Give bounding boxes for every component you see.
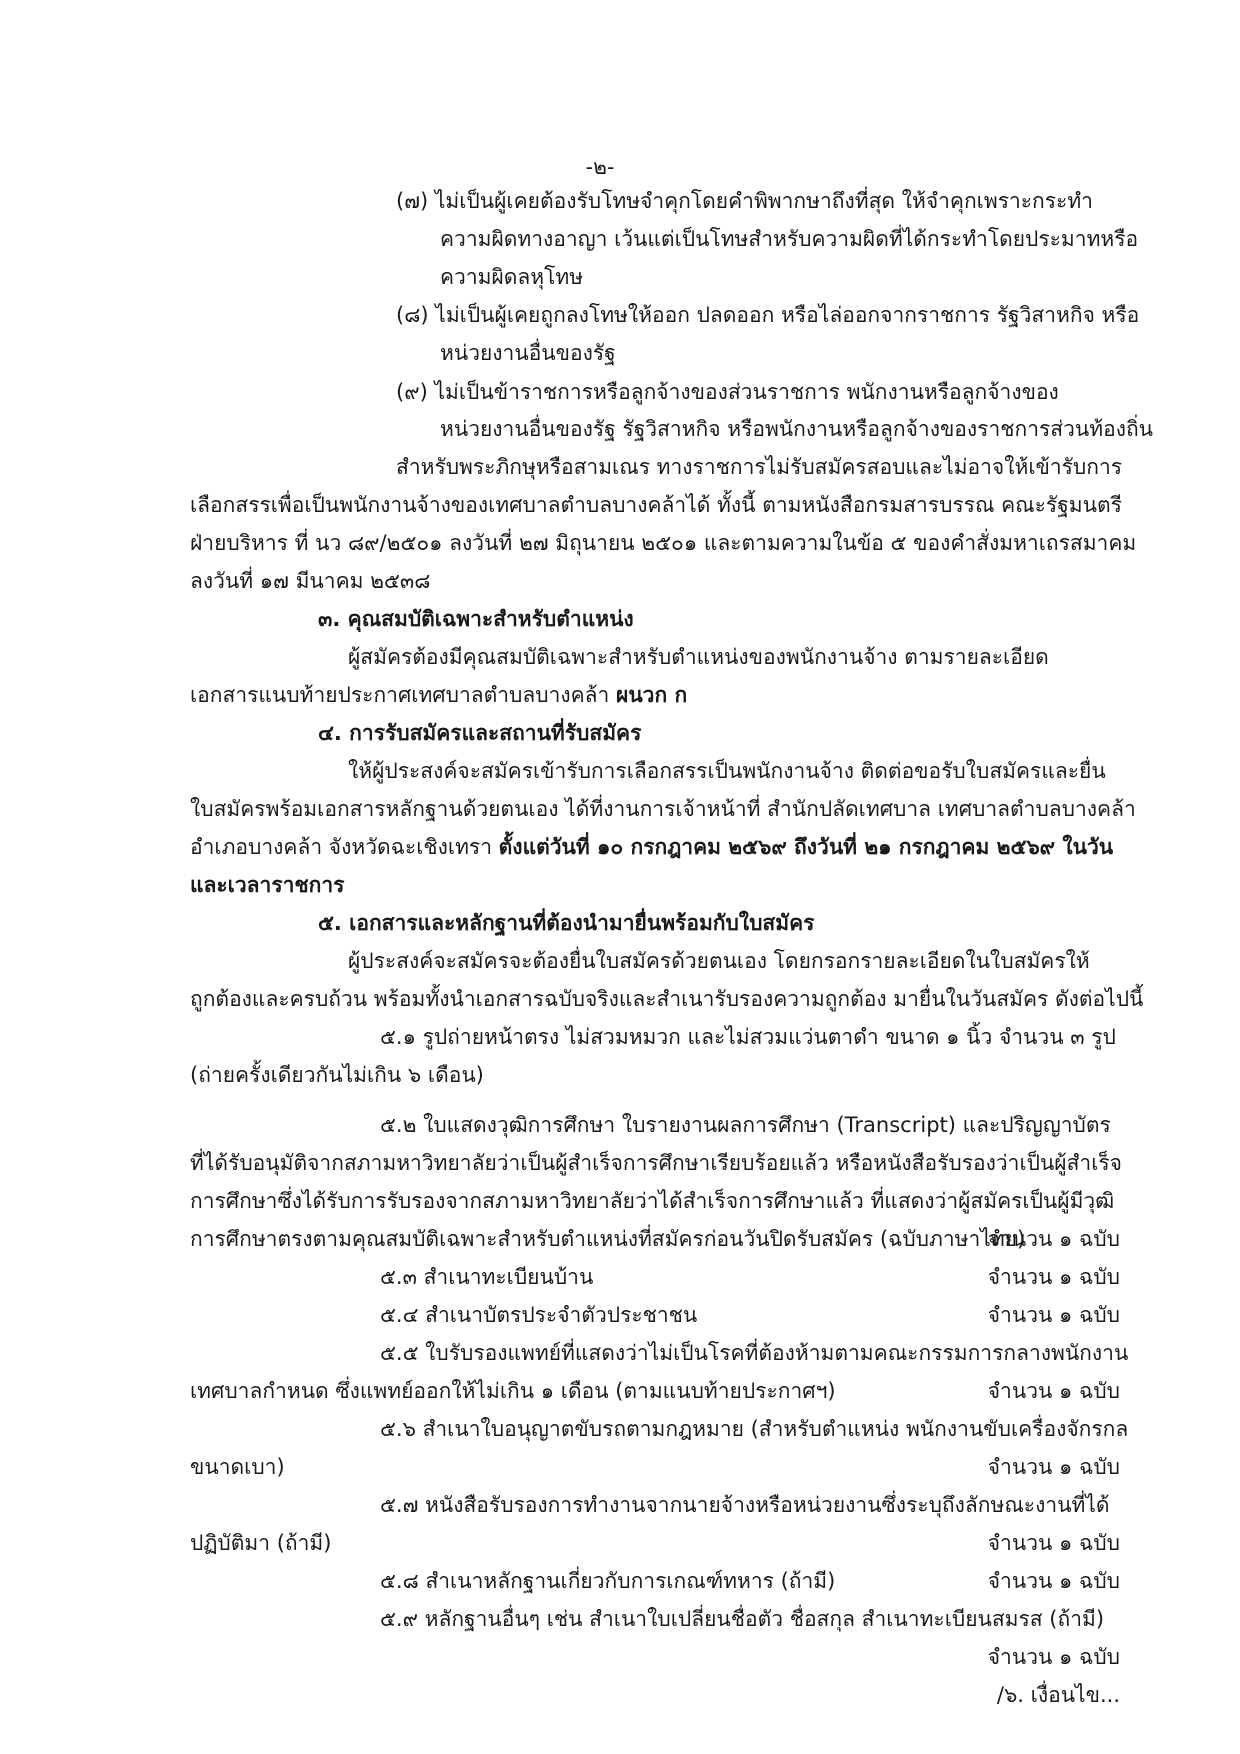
item-5-4-quantity: จำนวน ๑ ฉบับ bbox=[987, 1303, 1120, 1327]
section-4-line-4: และเวลาราชการ bbox=[190, 873, 345, 897]
item-8-line-2: หน่วยงานอื่นของรัฐ bbox=[440, 341, 616, 365]
item-9-line-1: (๙) ไม่เป็นข้าราชการหรือลูกจ้างของส่วนราชการ พนักงานหรือลูกจ้างของ bbox=[396, 380, 1059, 404]
section-3-line-1: ผู้สมัครต้องมีคุณสมบัติเฉพาะสำหรับตำแหน่งของพนักงานจ้าง ตามรายละเอียด bbox=[348, 645, 1049, 669]
section-3-heading: ๓. คุณสมบัติเฉพาะสำหรับตำแหน่ง bbox=[318, 607, 634, 631]
item-5-2-line-1: ๕.๒ ใบแสดงวุฒิการศึกษา ใบรายงานผลการศึกษา (Transcript) และปริญญาบัตร bbox=[380, 1113, 1111, 1137]
monk-note-line-4: ลงวันที่ ๑๗ มีนาคม ๒๕๓๘ bbox=[190, 569, 431, 593]
monk-note-line-3: ฝ่ายบริหาร ที่ นว ๘๙/๒๕๐๑ ลงวันที่ ๒๗ มิถุนายน ๒๕๐๑ และตามความในข้อ ๕ ของคำสั่งมหาเถรสมาคม bbox=[190, 531, 1137, 555]
item-5-7-line-1: ๕.๗ หนังสือรับรองการทำงานจากนายจ้างหรือหน่วยงานซึ่งระบุถึงลักษณะงานที่ได้ bbox=[380, 1493, 1110, 1517]
continuation-marker: /๖. เงื่อนไข... bbox=[996, 1683, 1120, 1707]
item-5-6-line-2: ขนาดเบา) bbox=[190, 1455, 285, 1479]
item-5-3-quantity: จำนวน ๑ ฉบับ bbox=[987, 1265, 1120, 1289]
section-4-heading: ๔. การรับสมัครและสถานที่รับสมัคร bbox=[318, 721, 642, 745]
item-5-6-line-1: ๕.๖ สำเนาใบอนุญาตขับรถตามกฎหมาย (สำหรับตำแหน่ง พนักงานขับเครื่องจักรกล bbox=[380, 1417, 1129, 1441]
section-5-intro-1: ผู้ประสงค์จะสมัครจะต้องยื่นใบสมัครด้วยตนเอง โดยกรอกรายละเอียดในใบสมัครให้ bbox=[348, 949, 1090, 973]
application-period: ตั้งแต่วันที่ ๑๐ กรกฎาคม ๒๕๖๙ ถึงวันที่ ๒๑ กรกฎาคม ๒๕๖๙ ในวัน bbox=[498, 835, 1114, 859]
item-5-6-quantity: จำนวน ๑ ฉบับ bbox=[987, 1455, 1120, 1479]
annex-label: ผนวก ก bbox=[616, 683, 688, 707]
item-9-line-2: หน่วยงานอื่นของรัฐ รัฐวิสาหกิจ หรือพนักงานหรือลูกจ้างของราชการส่วนท้องถิ่น bbox=[440, 417, 1154, 441]
section-5-intro-2: ถูกต้องและครบถ้วน พร้อมทั้งนำเอกสารฉบับจริงและสำเนารับรองความถูกต้อง มายื่นในวันสมัคร ดังต่อไปนี้ bbox=[190, 987, 1144, 1011]
item-8-line-1: (๘) ไม่เป็นผู้เคยถูกลงโทษให้ออก ปลดออก หรือไล่ออกจากราชการ รัฐวิสาหกิจ หรือ bbox=[396, 303, 1140, 327]
item-5-9-line-1: ๕.๙ หลักฐานอื่นๆ เช่น สำเนาใบเปลี่ยนชื่อตัว ชื่อสกุล สำเนาทะเบียนสมรส (ถ้ามี) bbox=[380, 1607, 1105, 1631]
item-5-7-quantity: จำนวน ๑ ฉบับ bbox=[987, 1531, 1120, 1555]
item-5-1-line-1: ๕.๑ รูปถ่ายหน้าตรง ไม่สวมหมวก และไม่สวมแว่นตาดำ ขนาด ๑ นิ้ว จำนวน ๓ รูป bbox=[380, 1025, 1116, 1049]
item-5-9-quantity: จำนวน ๑ ฉบับ bbox=[987, 1645, 1120, 1669]
monk-note-line-2: เลือกสรรเพื่อเป็นพนักงานจ้างของเทศบาลตำบลบางคล้าได้ ทั้งนี้ ตามหนังสือกรมสารบรรณ คณะรัฐมนตรี bbox=[190, 493, 1122, 517]
item-5-7-line-2: ปฏิบัติมา (ถ้ามี) bbox=[190, 1531, 332, 1555]
item-5-5-line-2: เทศบาลกำหนด ซึ่งแพทย์ออกให้ไม่เกิน ๑ เดือน (ตามแนบท้ายประกาศฯ) bbox=[190, 1379, 836, 1403]
item-5-2-line-4: การศึกษาตรงตามคุณสมบัติเฉพาะสำหรับตำแหน่งที่สมัครก่อนวันปิดรับสมัคร (ฉบับภาษาไทย) bbox=[190, 1227, 1026, 1251]
page-number: -๒- bbox=[585, 155, 615, 179]
section-4-line-2: ใบสมัครพร้อมเอกสารหลักฐานด้วยตนเอง ได้ที่งานการเจ้าหน้าที่ สำนักปลัดเทศบาล เทศบาลตำบลบางคล้า bbox=[190, 797, 1136, 821]
section-4-line-3: อำเภอบางคล้า จังหวัดฉะเชิงเทรา ตั้งแต่วันที่ ๑๐ กรกฎาคม ๒๕๖๙ ถึงวันที่ ๒๑ กรกฎาคม ๒๕๖๙ ในวัน bbox=[190, 835, 1114, 859]
section-4-line-1: ให้ผู้ประสงค์จะสมัครเข้ารับการเลือกสรรเป็นพนักงานจ้าง ติดต่อขอรับใบสมัครและยื่น bbox=[348, 759, 1106, 783]
monk-note-line-1: สำหรับพระภิกษุหรือสามเณร ทางราชการไม่รับสมัครสอบและไม่อาจให้เข้ารับการ bbox=[396, 455, 1123, 479]
section-5-heading: ๕. เอกสารและหลักฐานที่ต้องนำมายื่นพร้อมกับใบสมัคร bbox=[318, 911, 815, 935]
item-7-line-2: ความผิดทางอาญา เว้นแต่เป็นโทษสำหรับความผิดที่ได้กระทำโดยประมาทหรือ bbox=[440, 227, 1139, 251]
item-5-8-quantity: จำนวน ๑ ฉบับ bbox=[987, 1569, 1120, 1593]
item-5-5-line-1: ๕.๕ ใบรับรองแพทย์ที่แสดงว่าไม่เป็นโรคที่ต้องห้ามตามคณะกรรมการกลางพนักงาน bbox=[380, 1341, 1129, 1365]
item-5-8: ๕.๘ สำเนาหลักฐานเกี่ยวกับการเกณฑ์ทหาร (ถ้ามี) bbox=[380, 1569, 836, 1593]
item-5-2-line-2: ที่ได้รับอนุมัติจากสภามหาวิทยาลัยว่าเป็นผู้สำเร็จการศึกษาเรียบร้อยแล้ว หรือหนังสือรับรองว่าเป็นผู้สำเร็จ bbox=[190, 1151, 1122, 1175]
item-5-4: ๕.๔ สำเนาบัตรประจำตัวประชาชน bbox=[380, 1303, 698, 1327]
item-7-line-1: (๗) ไม่เป็นผู้เคยต้องรับโทษจำคุกโดยคำพิพากษาถึงที่สุด ให้จำคุกเพราะกระทำ bbox=[396, 189, 1093, 213]
item-5-3: ๕.๓ สำเนาทะเบียนบ้าน bbox=[380, 1265, 594, 1289]
section-3-line-2: เอกสารแนบท้ายประกาศเทศบาลตำบลบางคล้า ผนวก ก bbox=[190, 683, 688, 707]
item-5-2-line-3: การศึกษาซึ่งได้รับการรับรองจากสภามหาวิทยาลัยว่าได้สำเร็จการศึกษาแล้ว ที่แสดงว่าผู้สมัครเป็นผู้มีวุฒิ bbox=[190, 1189, 1115, 1213]
item-7-line-3: ความผิดลหุโทษ bbox=[440, 265, 584, 289]
item-5-1-line-2: (ถ่ายครั้งเดียวกันไม่เกิน ๖ เดือน) bbox=[190, 1063, 484, 1087]
item-5-2-quantity: จำนวน ๑ ฉบับ bbox=[987, 1227, 1120, 1251]
item-5-5-quantity: จำนวน ๑ ฉบับ bbox=[987, 1379, 1120, 1403]
